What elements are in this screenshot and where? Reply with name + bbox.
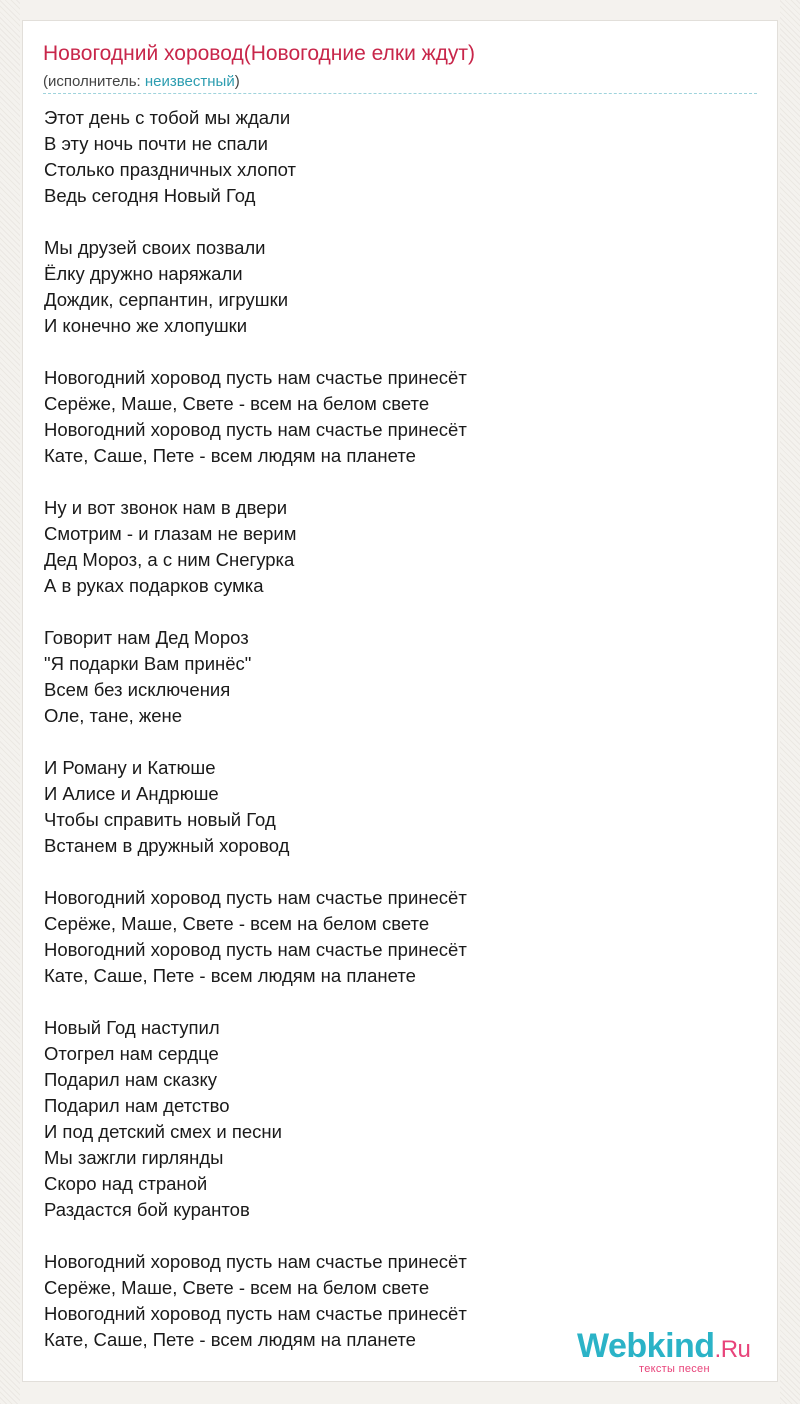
lyric-line: Встанем в дружный хоровод: [44, 835, 290, 856]
artist-link[interactable]: неизвестный: [144, 73, 235, 90]
lyric-line: Кате, Саше, Пете - всем людям на планете: [44, 445, 416, 466]
lyric-line: Мы друзей своих позвали: [44, 237, 266, 258]
lyric-line: Ну и вот звонок нам в двери: [44, 497, 288, 518]
right-background-stripe: [780, 0, 800, 1404]
lyrics-card: [22, 20, 778, 1382]
lyric-line: Ведь сегодня Новый Год: [44, 185, 256, 206]
lyrics-stanza: [44, 105, 664, 209]
lyric-line: Этот день с тобой мы ждали: [44, 107, 291, 128]
lyric-line: Мы зажгли гирлянды: [44, 1147, 224, 1168]
lyric-line: Кате, Саше, Пете - всем людям на планете: [44, 1329, 416, 1350]
lyric-line: И Роману и Катюше: [44, 757, 216, 778]
lyrics-stanza: [44, 1249, 664, 1353]
lyrics-stanza: [44, 625, 664, 729]
lyric-line: Подарил нам детство: [44, 1095, 230, 1116]
lyrics-stanza: [44, 495, 664, 599]
lyric-line: Всем без исключения: [44, 679, 231, 700]
artist-prefix: (исполнитель:: [43, 73, 145, 90]
lyric-line: Новогодний хоровод пусть нам счастье принесёт: [44, 939, 467, 960]
site-logo[interactable]: [577, 1327, 767, 1377]
lyrics-stanza: [44, 1015, 664, 1223]
lyrics-stanza: [44, 755, 664, 859]
lyric-line: И конечно же хлопушки: [44, 315, 248, 336]
lyric-line: Серёже, Маше, Свете - всем на белом свете: [44, 913, 430, 934]
dashed-divider: [43, 93, 757, 94]
logo-suffix: .Ru: [714, 1336, 751, 1363]
lyric-line: Новогодний хоровод пусть нам счастье принесёт: [44, 887, 467, 908]
lyric-line: Раздастся бой курантов: [44, 1199, 250, 1220]
lyric-line: Новогодний хоровод пусть нам счастье принесёт: [44, 1303, 467, 1324]
lyric-line: И под детский смех и песни: [44, 1121, 282, 1142]
lyric-line: Ёлку дружно наряжали: [44, 263, 243, 284]
lyrics-body: [44, 105, 664, 1379]
logo-main-text: Webkind: [577, 1327, 715, 1365]
lyric-line: Оле, тане, жене: [44, 705, 183, 726]
lyric-line: Смотрим - и глазам не верим: [44, 523, 297, 544]
lyric-line: Новогодний хоровод пусть нам счастье принесёт: [44, 367, 467, 388]
lyric-line: Дед Мороз, а с ним Снегурка: [44, 549, 295, 570]
lyrics-stanza: [44, 365, 664, 469]
lyric-line: Серёже, Маше, Свете - всем на белом свете: [44, 393, 430, 414]
lyric-line: Подарил нам сказку: [44, 1069, 218, 1090]
lyric-line: Серёже, Маше, Свете - всем на белом свете: [44, 1277, 430, 1298]
lyric-line: Столько праздничных хлопот: [44, 159, 296, 180]
lyric-line: "Я подарки Вам принёс": [44, 653, 252, 674]
lyric-line: В эту ночь почти не спали: [44, 133, 268, 154]
artist-line: [43, 73, 240, 90]
lyrics-stanza: [44, 235, 664, 339]
song-title: Новогодний хоровод(Новогодние елки ждут): [43, 42, 476, 65]
lyric-line: И Алисе и Андрюше: [44, 783, 219, 804]
lyric-line: Новый Год наступил: [44, 1017, 220, 1038]
lyric-line: Чтобы справить новый Год: [44, 809, 276, 830]
logo-tagline: тексты песен: [639, 1363, 710, 1375]
lyric-line: Скоро над страной: [44, 1173, 208, 1194]
lyric-line: Дождик, серпантин, игрушки: [44, 289, 289, 310]
artist-suffix: ): [234, 73, 240, 90]
lyrics-stanza: [44, 885, 664, 989]
lyric-line: А в руках подарков сумка: [44, 575, 264, 596]
left-background-stripe: [0, 0, 20, 1404]
lyric-line: Новогодний хоровод пусть нам счастье принесёт: [44, 419, 467, 440]
lyric-line: Отогрел нам сердце: [44, 1043, 219, 1064]
lyric-line: Новогодний хоровод пусть нам счастье принесёт: [44, 1251, 467, 1272]
lyric-line: Говорит нам Дед Мороз: [44, 627, 249, 648]
lyric-line: Кате, Саше, Пете - всем людям на планете: [44, 965, 416, 986]
